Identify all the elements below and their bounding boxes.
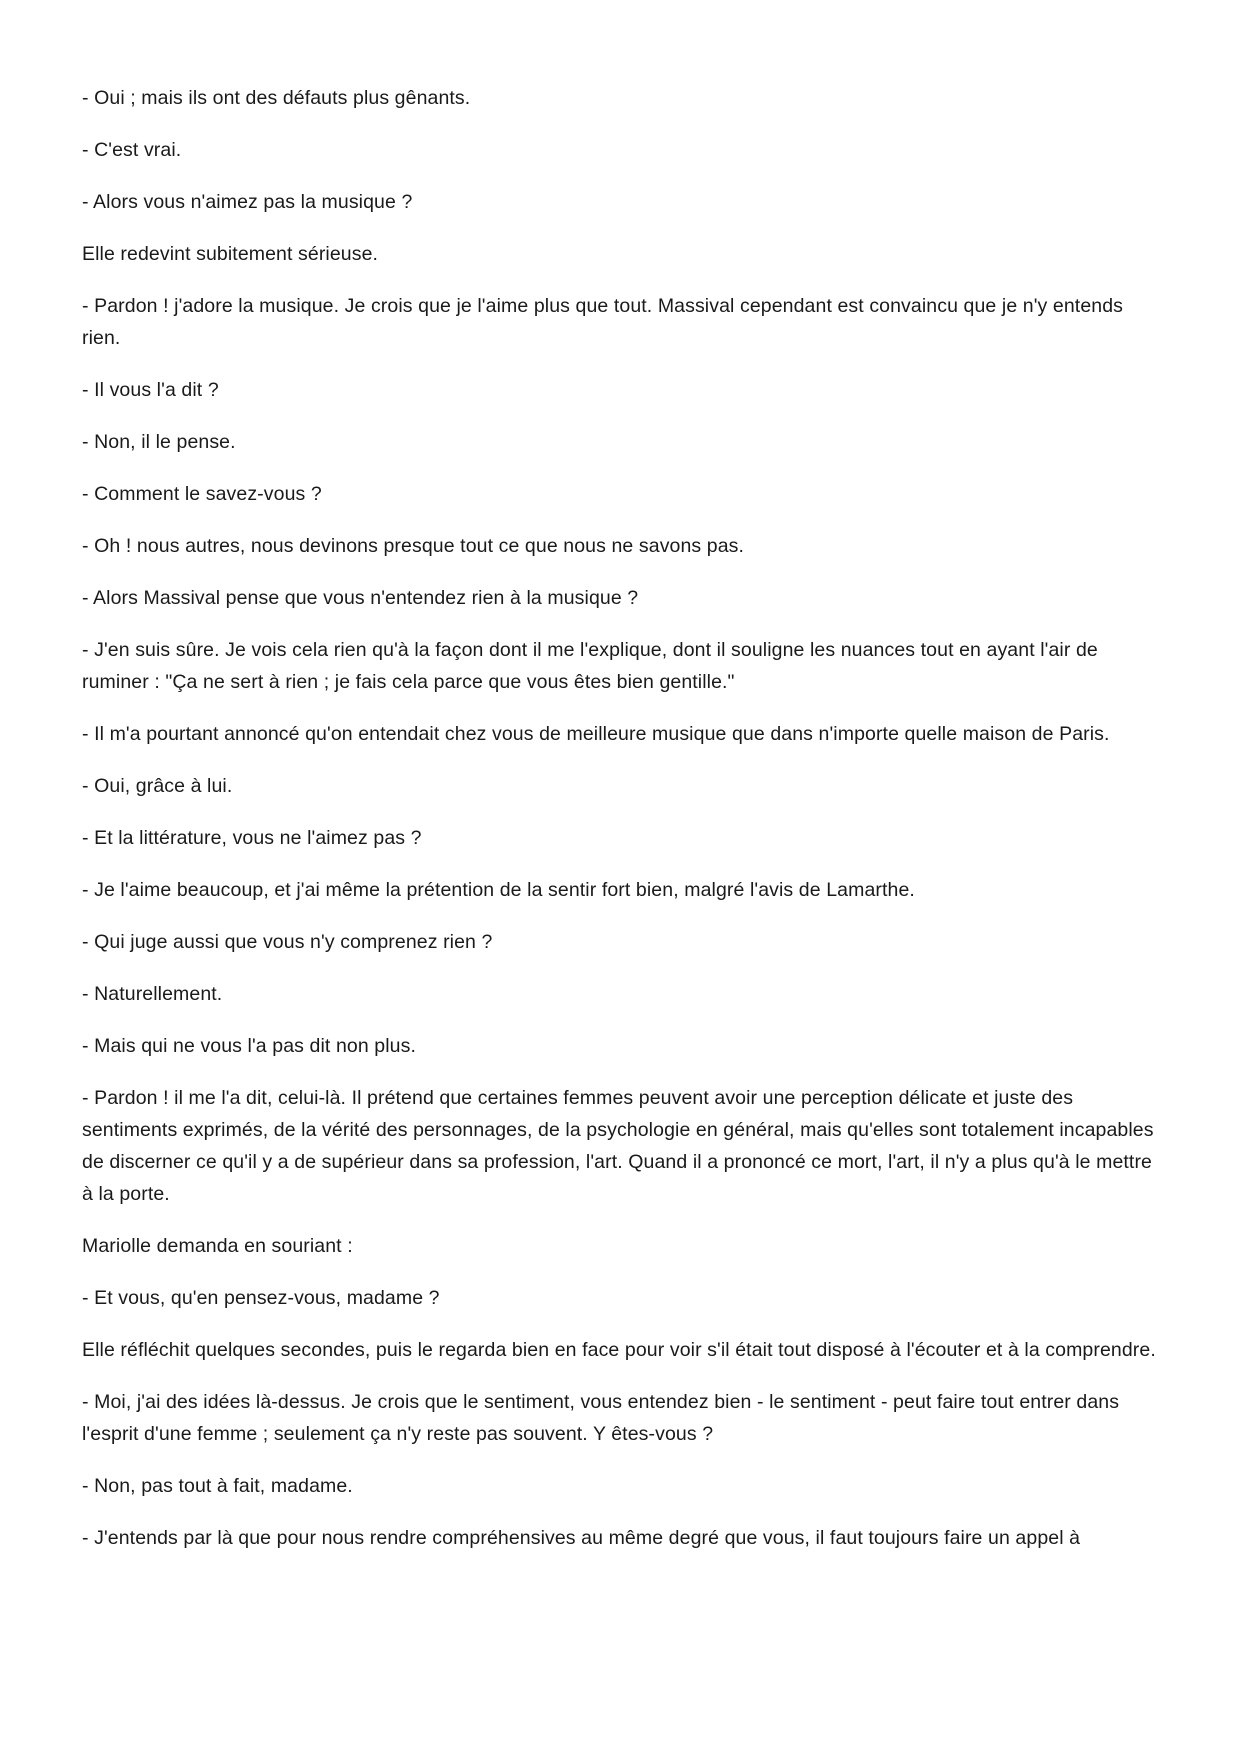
paragraph: - J'entends par là que pour nous rendre compréhensives au même degré que vous, il faut toujours faire un appel à	[82, 1527, 1081, 1549]
paragraph: - Alors vous n'aimez pas la musique ?	[82, 191, 413, 213]
paragraph: - Pardon ! il me l'a dit, celui-là. Il prétend que certaines femmes peuvent avoir une perception délicate et juste des sentiments exprimés, de la vérité des personnages, de la psychologie en général, mais qu'elles sont totalement incapables de discerner ce qu'il y a de supérieur dans sa profession, l'art. Quand il a prononcé ce mort, l'art, il n'y a plus qu'à le mettre à la porte.	[82, 1087, 1154, 1205]
paragraph: - Qui juge aussi que vous n'y comprenez rien ?	[82, 931, 493, 953]
paragraph: - Comment le savez-vous ?	[82, 483, 322, 505]
paragraph: - Et la littérature, vous ne l'aimez pas ?	[82, 827, 422, 849]
paragraph: - Pardon ! j'adore la musique. Je crois que je l'aime plus que tout. Massival cependant est convaincu que je n'y entends rien.	[82, 295, 1124, 349]
paragraph: - Alors Massival pense que vous n'entendez rien à la musique ?	[82, 587, 639, 609]
paragraph: - Il m'a pourtant annoncé qu'on entendait chez vous de meilleure musique que dans n'importe quelle maison de Paris.	[82, 723, 1110, 745]
paragraph: - Mais qui ne vous l'a pas dit non plus.	[82, 1035, 416, 1057]
paragraph: - Il vous l'a dit ?	[82, 379, 219, 401]
paragraph: - Non, il le pense.	[82, 431, 236, 453]
paragraph: - Moi, j'ai des idées là-dessus. Je crois que le sentiment, vous entendez bien - le sentiment - peut faire tout entrer dans l'esprit d'une femme ; seulement ça n'y reste pas souvent. Y êtes-vous ?	[82, 1391, 1120, 1445]
paragraph: Mariolle demanda en souriant :	[82, 1235, 353, 1257]
paragraph: - C'est vrai.	[82, 139, 182, 161]
paragraph: - Je l'aime beaucoup, et j'ai même la prétention de la sentir fort bien, malgré l'avis de Lamarthe.	[82, 879, 915, 901]
document-page	[82, 82, 1162, 1574]
paragraph: - Naturellement.	[82, 983, 223, 1005]
paragraph: Elle réfléchit quelques secondes, puis le regarda bien en face pour voir s'il était tout disposé à l'écouter et à la comprendre.	[82, 1339, 1156, 1361]
paragraph: - Oh ! nous autres, nous devinons presque tout ce que nous ne savons pas.	[82, 535, 745, 557]
paragraph: - Et vous, qu'en pensez-vous, madame ?	[82, 1287, 440, 1309]
paragraph: - Oui, grâce à lui.	[82, 775, 233, 797]
paragraph: Elle redevint subitement sérieuse.	[82, 243, 379, 265]
paragraph: - Oui ; mais ils ont des défauts plus gênants.	[82, 87, 471, 109]
paragraph: - Non, pas tout à fait, madame.	[82, 1475, 353, 1497]
paragraph: - J'en suis sûre. Je vois cela rien qu'à la façon dont il me l'explique, dont il souligne les nuances tout en ayant l'air de ruminer : "Ça ne sert à rien ; je fais cela parce que vous êtes bien gentille."	[82, 639, 1098, 693]
